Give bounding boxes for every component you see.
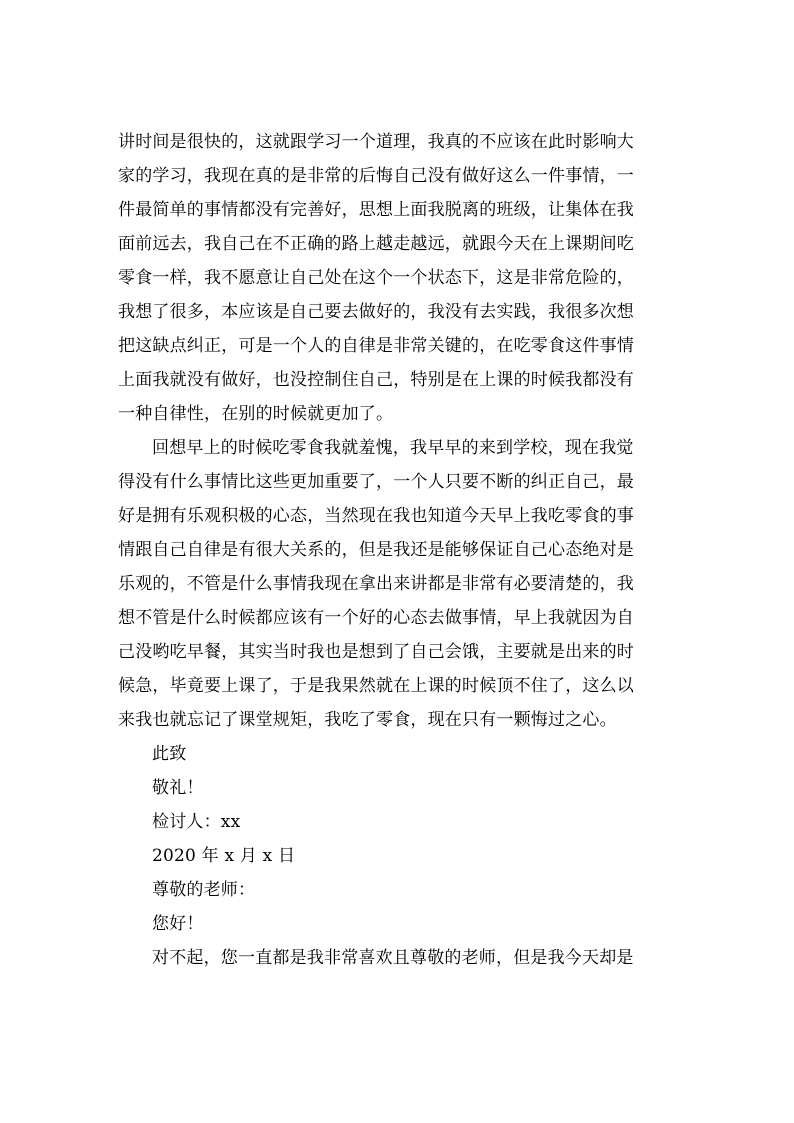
paragraph-3 xyxy=(118,941,678,975)
hello-line: 您好！ xyxy=(152,914,204,934)
salute-line: 敬礼！ xyxy=(152,778,204,798)
paragraph-2 xyxy=(118,431,678,737)
paragraph-line: 回想早上的时候吃零食我就羞愧，我早早的来到学校，现在我觉 xyxy=(152,438,634,458)
paragraph-line: 上面我就没有做好，也没控制住自己，特别是在上课的时候我都没有 xyxy=(118,370,634,390)
closing-line: 此致 xyxy=(152,744,187,764)
signature-line: 检讨人：xx xyxy=(152,812,241,832)
paragraph-line: 己没哟吃早餐，其实当时我也是想到了自己会饿，主要就是出来的时 xyxy=(118,642,634,662)
document-body xyxy=(118,125,678,975)
paragraph-line: 讲时间是很快的，这就跟学习一个道理，我真的不应该在此时影响大 xyxy=(118,132,634,152)
paragraph-line: 我想了很多，本应该是自己要去做好的，我没有去实践，我很多次想 xyxy=(118,302,634,322)
paragraph-line: 零食一样，我不愿意让自己处在这个一个状态下，这是非常危险的， xyxy=(118,268,634,288)
paragraph-line: 一种自律性，在别的时候就更加了。 xyxy=(118,404,394,424)
paragraph-line: 好是拥有乐观积极的心态，当然现在我也知道今天早上我吃零食的事 xyxy=(118,506,634,526)
paragraph-line: 件最简单的事情都没有完善好，思想上面我脱离的班级，让集体在我 xyxy=(118,200,634,220)
paragraph-line: 来我也就忘记了课堂规矩，我吃了零食，现在只有一颗悔过之心。 xyxy=(118,710,617,730)
paragraph-line: 家的学习，我现在真的是非常的后悔自己没有做好这么一件事情，一 xyxy=(118,166,634,186)
paragraph-line: 想不管是什么时候都应该有一个好的心态去做事情，早上我就因为自 xyxy=(118,608,634,628)
paragraph-1 xyxy=(118,125,678,431)
paragraph-line: 情跟自己自律是有很大关系的，但是我还是能够保证自己心态绝对是 xyxy=(118,540,634,560)
paragraph-line: 候急，毕竟要上课了，于是我果然就在上课的时候顶不住了，这么以 xyxy=(118,676,634,696)
paragraph-line: 面前远去，我自己在不正确的路上越走越远，就跟今天在上课期间吃 xyxy=(118,234,634,254)
greeting-line: 尊敬的老师： xyxy=(152,880,256,900)
paragraph-line: 把这缺点纠正，可是一个人的自律是非常关键的，在吃零食这件事情 xyxy=(118,336,634,356)
paragraph-line: 乐观的，不管是什么事情我现在拿出来讲都是非常有必要清楚的，我 xyxy=(118,574,634,594)
paragraph-line: 得没有什么事情比这些更加重要了，一个人只要不断的纠正自己，最 xyxy=(118,472,634,492)
date-line: 2020 年 x 月 x 日 xyxy=(152,846,296,866)
paragraph-line: 对不起，您一直都是我非常喜欢且尊敬的老师，但是我今天却是 xyxy=(152,948,634,968)
